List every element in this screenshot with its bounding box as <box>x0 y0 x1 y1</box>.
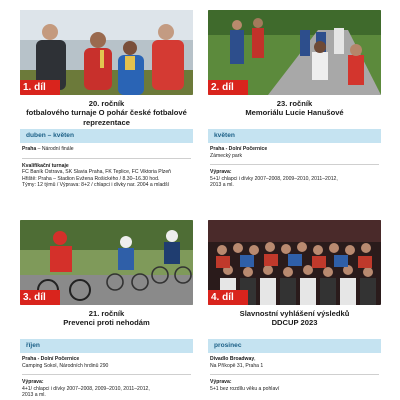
detail-line: 4+1/ chlapci i dívky 2007–2008, 2009–2010, 2011–2012, <box>22 385 150 392</box>
event-title-line: Slavnostní vyhlášení výsledků <box>239 309 350 318</box>
detail-line: 5+1/ chlapci i dívky 2007–2008, 2009–2010, 2011–2012, <box>210 175 338 182</box>
part-badge: 1. díl <box>20 80 60 95</box>
event-edition: 21. ročník <box>88 309 125 318</box>
event-title-line: Prevenci proti nehodám <box>63 318 150 328</box>
event-place-sep: , <box>254 356 256 362</box>
detail-heading: Výprava: <box>210 379 232 386</box>
event-date-bar: prosinec <box>208 339 381 353</box>
event-details <box>20 143 193 189</box>
event-city: Praha - Dolní Počernice <box>22 356 80 362</box>
event-city: Praha <box>22 146 37 152</box>
event-title-line: reprezentace <box>83 117 130 127</box>
event-title-line: DDCUP 2023 <box>271 318 318 328</box>
event-photo-cycling <box>20 220 193 305</box>
event-details <box>208 353 381 392</box>
detail-heading: Výprava: <box>22 379 44 386</box>
detail-line: FC Baník Ostrava, SK Slavia Praha, FK Teplice, FC Viktoria Plzeň <box>22 169 172 176</box>
event-city: Praha - Dolní Počernice <box>210 146 268 152</box>
part-badge: 4. díl <box>208 290 248 305</box>
detail-line: Týmy: 12 týmů / Výprava: 8+2 / chlapci i dívky nar. 2004 a mladší <box>22 182 170 189</box>
event-title <box>20 309 193 337</box>
event-place: Camping Sokol, Národních hrdinů 290 <box>22 362 109 369</box>
detail-line: 5+1 bez rozdílu věku a pohlaví <box>210 385 280 392</box>
event-photo-football <box>20 10 193 95</box>
event-date-bar: duben – květen <box>20 129 193 143</box>
event-title <box>208 309 381 337</box>
event-details <box>20 353 193 399</box>
part-badge: 3. díl <box>20 290 60 305</box>
event-card-1 <box>20 10 193 194</box>
part-badge: 2. díl <box>208 80 248 95</box>
event-edition: 20. ročník <box>88 99 125 108</box>
event-card-2 <box>208 10 381 194</box>
detail-heading: Výprava: <box>210 169 232 176</box>
event-card-3 <box>20 220 193 400</box>
detail-heading: Kvalifikační turnaje <box>22 162 69 169</box>
detail-line: 2013 a ml. <box>210 182 234 189</box>
event-city: Divadlo Broadway <box>210 356 255 362</box>
event-title <box>20 99 193 127</box>
event-place: Zámecký park <box>210 152 242 159</box>
event-photo-running <box>208 10 381 95</box>
event-date-bar: říjen <box>20 339 193 353</box>
event-details <box>208 143 381 189</box>
detail-line: 2013 a ml. <box>22 392 46 399</box>
detail-line: Hřiště: Praha – Stadion Evžena Rošického / 8.30–16.30 hod. <box>22 175 160 182</box>
event-photo-ceremony <box>208 220 381 305</box>
event-card-4 <box>208 220 381 397</box>
event-edition: 23. ročník <box>276 99 313 108</box>
event-title <box>208 99 381 127</box>
event-title-line: fotbalového turnaje O pohár české fotbalové <box>26 108 187 118</box>
event-date-bar: květen <box>208 129 381 143</box>
event-place: – Národní finále <box>36 146 74 152</box>
event-title-line: Memoriálu Lucie Hanušové <box>245 108 344 118</box>
event-place: Na Příkopě 31, Praha 1 <box>210 362 264 369</box>
